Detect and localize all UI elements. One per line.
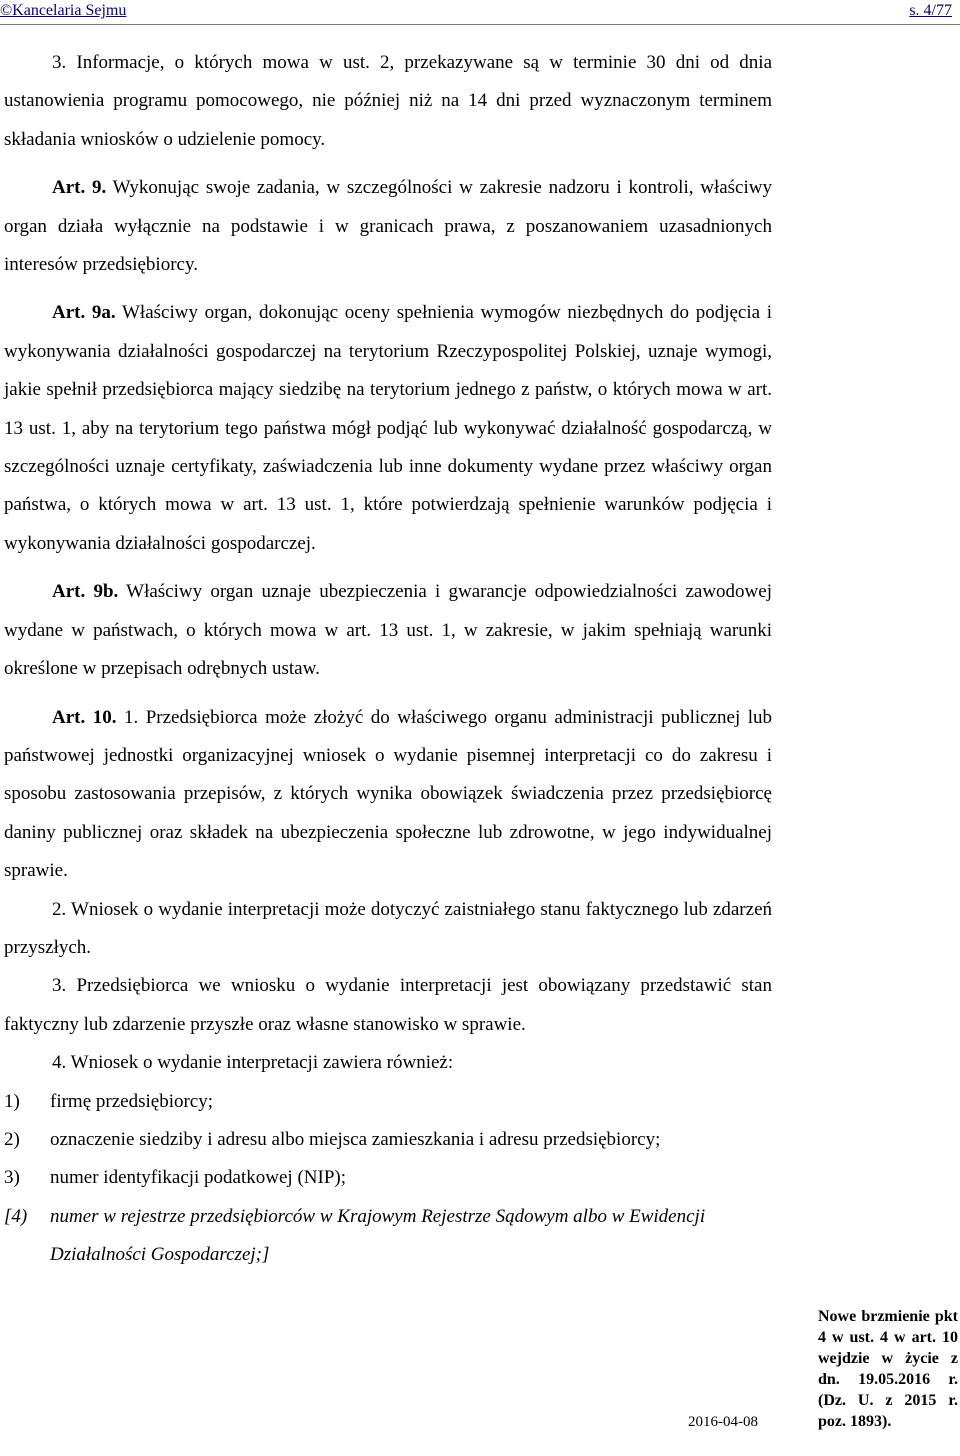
list-text: firmę przedsiębiorcy; xyxy=(50,1090,214,1112)
paragraph-art9a xyxy=(4,294,772,563)
page-number[interactable]: s. 4/77 xyxy=(909,2,952,19)
document-body xyxy=(0,44,960,1275)
list-number: 1) xyxy=(4,1090,20,1112)
paragraph-art10-ust3: 3. Przedsiębiorca we wniosku o wydanie interpretacji jest obowiązany przedstawić stan faktyczny lub zdarzenie przyszłe oraz własne stanowisko w sprawie. xyxy=(4,975,772,1035)
article-text: Właściwy organ, dokonując oceny spełnienia wymogów niezbędnych do podjęcia i wykonywania działalności gospodarczej na terytorium Rzeczypospolitej Polskiej, uznaje wymogi, jakie spełnił przedsiębiorca mający siedzibę na terytorium jednego z państw, o których mowa w art. 13 ust. 1, aby na terytorium tego państwa mógł podjąć lub wykonywać działalność gospodarczą, w szczególności uznaje certyfikaty, zaświadczenia lub inne dokumenty wydane przez właściwy organ państwa, o których mowa w art. 13 ust. 1, które potwierdzają spełnienie warunków podjęcia i wykonywania działalności gospodarczej. xyxy=(4,302,772,554)
list-text: numer w rejestrze przedsiębiorców w Krajowym Rejestrze Sądowym albo w Ewidencji Działalności Gospodarczej;] xyxy=(50,1205,706,1266)
list-item xyxy=(4,1198,772,1275)
publisher-link[interactable]: ©Kancelaria Sejmu xyxy=(0,2,127,19)
article-label: Art. 10. xyxy=(52,706,117,728)
list-number: [4) xyxy=(4,1205,28,1227)
list-text: numer identyfikacji podatkowej (NIP); xyxy=(50,1167,347,1189)
page-header xyxy=(0,0,960,24)
list-text: oznaczenie siedziby i adresu albo miejsca zamieszkania i adresu przedsiębiorcy; xyxy=(50,1128,661,1150)
article-label: Art. 9b. xyxy=(52,581,119,603)
list-item xyxy=(4,1121,772,1159)
paragraph-art10-ust4: 4. Wniosek o wydanie interpretacji zawiera również: xyxy=(52,1052,454,1074)
paragraph-art10-ust1 xyxy=(4,699,772,891)
header-divider xyxy=(0,24,960,25)
article-text: 1. Przedsiębiorca może złożyć do właściwego organu administracji publicznej lub państwowej jednostki organizacyjnej wniosek o wydanie pisemnej interpretacji co do zakresu i sposobu zastosowania przepisów, z których wynika obowiązek świadczenia przez przedsiębiorcę daniny publicznej oraz składek na ubezpieczenia społeczne lub zdrowotne, w jego indywidualnej sprawie. xyxy=(4,706,773,882)
amendment-note: Nowe brzmienie pkt 4 w ust. 4 w art. 10 wejdzie w życie z dn. 19.05.2016 r. (Dz. U. z 2015 r. poz. 1893). xyxy=(818,1308,958,1430)
list-number: 3) xyxy=(4,1167,20,1189)
paragraph-art9 xyxy=(4,169,772,284)
list-item xyxy=(4,1083,772,1121)
list-number: 2) xyxy=(4,1128,20,1150)
paragraph-art9b xyxy=(4,573,772,688)
footer-date: 2016-04-08 xyxy=(688,1414,758,1430)
article-text: Wykonując swoje zadania, w szczególności w zakresie nadzoru i kontroli, właściwy organ działa wyłącznie na podstawie i w granicach prawa, z poszanowaniem uzasadnionych interesów przedsiębiorcy. xyxy=(4,177,772,276)
list-item xyxy=(4,1159,772,1197)
article-label: Art. 9a. xyxy=(52,302,116,324)
paragraph-art8-ust3: 3. Informacje, o których mowa w ust. 2, przekazywane są w terminie 30 dni od dnia ustanowienia programu pomocowego, nie później niż na 14 dni przed wyznaczonym terminem składania wniosków o udzielenie pomocy. xyxy=(4,52,772,150)
article-text: Właściwy organ uznaje ubezpieczenia i gwarancje odpowiedzialności zawodowej wydane w państwach, o których mowa w art. 13 ust. 1, w zakresie, w jakim spełniają warunki określone w przepisach odrębnych ustaw. xyxy=(4,581,772,680)
article-label: Art. 9. xyxy=(52,177,107,199)
paragraph-art10-ust2: 2. Wniosek o wydanie interpretacji może dotyczyć zaistniałego stanu faktycznego lub zdarzeń przyszłych. xyxy=(4,898,772,958)
